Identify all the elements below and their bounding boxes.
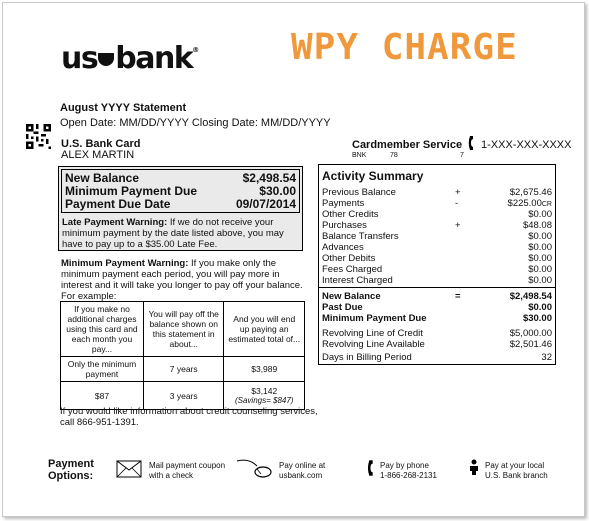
pay-online-option[interactable] [279,461,325,481]
activity-row [322,253,552,264]
credit-row [322,339,552,350]
row-label: Days in Billing Period [322,352,412,363]
activity-row [322,264,552,275]
row-value: $2,498.54 [242,171,296,185]
cell-value: $3,142 [251,385,278,396]
mouse-icon [235,458,273,480]
pay-at-branch-option[interactable] [485,461,548,481]
minimum-payment-warning [61,258,309,302]
phone-icon [366,459,376,477]
page-headline: WPY CHARGE [291,27,518,68]
table-cell: Only the minimum payment [61,357,144,382]
row-value [528,275,552,286]
row-value: $30.00 [522,313,552,324]
cardmember-service-label: Cardmember Service [352,139,463,151]
envelope-icon [116,460,142,478]
row-label: Revolving Line Available [322,339,425,350]
min-warning-label: Minimum Payment Warning: [61,258,189,269]
row-value [528,242,552,253]
value-text: $225.00 [507,198,542,209]
table-cell: $3,989 [224,357,305,382]
value-text: $0.00 [528,231,552,242]
table-cell: $87 [61,382,144,410]
activity-row [322,231,552,242]
row-value [528,264,552,275]
option-line: 1-866-268-2131 [380,471,437,480]
payment-options-label [48,458,94,482]
statement-page [2,2,585,517]
service-phone-number[interactable]: 1-XXX-XXX-XXXX [481,139,572,151]
option-line: Mail payment coupon [149,461,226,470]
option-line: Pay online at [279,461,326,470]
table-cell: 7 years [143,357,224,382]
bnk-number: 78 [390,152,398,159]
summary-row [322,291,552,302]
row-value [523,220,552,231]
balance-summary-box [58,166,303,251]
payoff-table [60,301,305,410]
credit-row [322,352,552,363]
logo-shield-icon [98,53,114,66]
late-warning-text: If we do not receive your minimum payment by the date listed above, you may have to pay up to a $35.00 Late Fee. [62,217,284,250]
table-cell: 3 years [143,382,224,410]
row-label: Fees Charged [322,264,383,275]
activity-row [322,275,552,286]
qr-code-icon [26,124,51,149]
bnk-label: BNK [352,152,367,159]
balance-due-box [61,169,300,213]
statement-dates: Open Date: MM/DD/YYYY Closing Date: MM/DD/YYYY [60,117,331,129]
row-label: Other Debits [322,253,376,264]
credit-row [322,328,552,339]
bnk-suffix: 7 [460,152,464,159]
activity-row [322,187,552,198]
logo-us-text: us [61,41,98,76]
row-operator: = [455,291,461,302]
row-label: Minimum Payment Due [322,313,427,324]
divider [319,287,555,288]
value-text: $0.00 [528,264,552,275]
option-line: Pay at your local [485,461,545,470]
value-text: $0.00 [528,253,552,264]
credit-marker: CR [541,201,552,208]
phone-icon [467,135,476,151]
row-value [528,253,552,264]
credit-counseling-note: If you would like information about credit counseling services, call 866-951-1391. [60,406,318,428]
value-text: $0.00 [528,242,552,253]
min-warning-text: If you make only the minimum payment each period, you will pay more in interest and it will take you longer to pay off your balance. For example: [61,258,303,302]
table-header-row [61,302,305,357]
table-header-cell: If you make no additional charges using this card and each month you pay... [61,302,144,357]
row-label: Purchases [322,220,367,231]
label-line: Payment [48,458,94,470]
row-value: 32 [541,352,552,363]
usbank-logo [61,41,199,76]
row-value: $2,498.54 [509,291,552,302]
activity-row [322,198,552,209]
option-line: usbank.com [279,471,323,480]
row-value: $0.00 [528,302,552,313]
row-value [528,209,552,220]
cardholder-name: ALEX MARTIN [61,149,135,161]
value-text: $0.00 [528,209,552,220]
row-label: Revolving Line of Credit [322,328,423,339]
card-product-name: U.S. Bank Card [61,138,141,150]
row-value: $30.00 [259,184,296,198]
value-text: $48.08 [522,220,552,231]
value-text: $2,675.46 [509,187,552,198]
activity-row [322,242,552,253]
row-label: Interest Charged [322,275,393,286]
row-label: Past Due [322,302,363,313]
option-line: U.S. Bank branch [485,471,548,480]
row-label: Balance Transfers [322,231,399,242]
savings-note: (Savings= $847) [234,395,294,405]
row-value: $5,000.00 [509,328,552,339]
activity-row [322,220,552,231]
row-label: New Balance [65,171,140,185]
payment-due-date-row [65,198,296,211]
value-text: $0.00 [528,275,552,286]
late-payment-warning [62,217,302,250]
activity-summary-title: Activity Summary [322,169,424,183]
late-warning-label: Late Payment Warning: [62,217,168,228]
option-line: with a check [149,471,194,480]
table-header-cell: And you will end up paying an estimated total of... [224,302,305,357]
row-operator: + [455,220,461,231]
summary-row [322,302,552,313]
logo-bank-text: bank [115,41,193,76]
branch-icon [467,459,481,476]
pay-by-mail-option[interactable] [149,461,225,481]
statement-title: August YYYY Statement [60,102,187,114]
row-value: $2,501.46 [509,339,552,350]
row-operator: - [455,198,459,209]
row-label: Payments [322,198,365,209]
row-label: Advances [322,242,364,253]
activity-row [322,209,552,220]
pay-by-phone-option[interactable] [380,461,437,481]
table-header-cell: You will pay off the balance shown on this statement in about... [143,302,224,357]
row-label: Payment Due Date [65,197,171,211]
row-label: New Balance [322,291,381,302]
row-label: Minimum Payment Due [65,184,198,198]
label-line: Options: [48,470,94,482]
row-label: Other Credits [322,209,379,220]
summary-row [322,313,552,324]
table-row [61,357,305,382]
logo-registered-mark: ® [192,46,200,54]
row-label: Previous Balance [322,187,396,198]
row-value: 09/07/2014 [235,197,296,211]
activity-summary-box [318,164,556,365]
row-value [528,231,552,242]
row-operator: + [455,187,461,198]
option-line: Pay by phone [380,461,429,470]
